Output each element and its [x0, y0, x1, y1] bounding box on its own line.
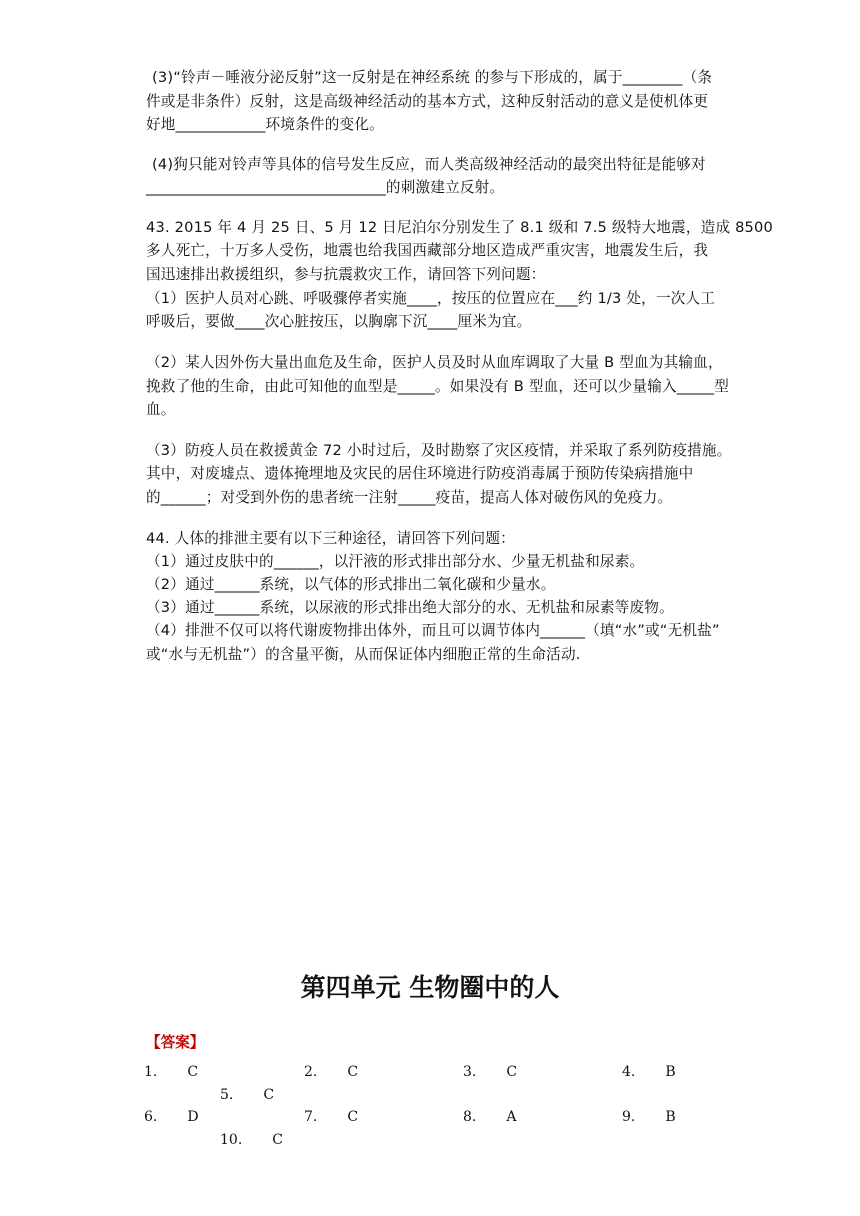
answer-value: C	[263, 1087, 275, 1103]
q43-part1-line1: （1）医护人员对心跳、呼吸骤停者实施____，按压的位置应在___约 1/3 处，一次人工	[146, 290, 716, 307]
q44-part4-line2: 或“水与无机盐”）的含量平衡，从而保证体内细胞正常的生命活动.	[146, 646, 581, 663]
answer-item	[463, 1062, 517, 1082]
answer-value: D	[187, 1109, 199, 1125]
answer-number: 1.	[144, 1064, 158, 1080]
answer-value: C	[187, 1064, 199, 1080]
q42-part3-line2: 件或是非条件）反射，这是高级神经活动的基本方式，这种反射活动的意义是使机体更	[146, 93, 709, 110]
answer-value: B	[665, 1064, 676, 1080]
answer-number: 10.	[220, 1132, 243, 1148]
answer-item	[220, 1085, 274, 1105]
q42-part4-line2: ________________________________的刺激建立反射。	[146, 179, 505, 196]
q43-part3-line1: （3）防疫人员在救援黄金 72 小时过后，及时勘察了灾区疫情，并采取了系列防疫措施。	[146, 442, 732, 459]
q42-part4-line1: (4)狗只能对铃声等具体的信号发生反应，而人类高级神经活动的最突出特征是能够对	[152, 156, 706, 173]
answer-item	[144, 1062, 198, 1082]
q44-part4-line1: （4）排泄不仅可以将代谢废物排出体外，而且可以调节体内______（填“水”或“无机盐”	[146, 622, 720, 639]
answer-number: 8.	[463, 1109, 477, 1125]
answer-number: 5.	[220, 1087, 234, 1103]
q44-part2: （2）通过______系统，以气体的形式排出二氧化碳和少量水。	[146, 576, 556, 593]
q43-part2-line1: （2）某人因外伤大量出血危及生命，医护人员及时从血库调取了大量 B 型血为其输血，	[146, 354, 723, 371]
answer-item	[622, 1107, 676, 1127]
answer-value: A	[506, 1109, 517, 1125]
q43-part2-line2: 挽救了他的生命，由此可知他的血型是_____。如果没有 B 型血，还可以少量输入_____型	[146, 378, 730, 395]
answer-number: 6.	[144, 1109, 158, 1125]
answer-number: 9.	[622, 1109, 636, 1125]
answer-tag: 【答案】	[146, 1034, 205, 1051]
answer-number: 3.	[463, 1064, 477, 1080]
answer-value: C	[347, 1109, 359, 1125]
q42-part3-line1: (3)“铃声－唾液分泌反射”这一反射是在神经系统 的参与下形成的，属于________（条	[152, 69, 713, 86]
q43-part1-line2: 呼吸后，要做____次心脏按压，以胸廓下沉____厘米为宜。	[146, 313, 532, 330]
answer-item	[304, 1107, 358, 1127]
answer-item	[304, 1062, 358, 1082]
q44-stem: 44. 人体的排泄主要有以下三种途径，请回答下列问题：	[146, 530, 515, 547]
q43-part3-line2: 其中，对废墟点、遗体掩埋地及灾民的居住环境进行防疫消毒属于预防传染病措施中	[146, 465, 694, 482]
q43-part3-line3: 的______；对受到外伤的患者统一注射_____疫苗，提高人体对破伤风的免疫力。	[146, 489, 673, 506]
q43-stem-line1: 43. 2015 年 4 月 25 日、5 月 12 日尼泊尔分别发生了 8.1 级和 7.5 级特大地震，造成 8500	[146, 219, 774, 236]
answer-value: B	[665, 1109, 676, 1125]
answer-item	[144, 1107, 199, 1127]
answer-number: 2.	[304, 1064, 318, 1080]
answer-number: 4.	[622, 1064, 636, 1080]
q43-part2-line3: 血。	[146, 401, 176, 418]
answer-item	[220, 1130, 283, 1150]
unit-title: 第四单元 生物圈中的人	[300, 973, 560, 1002]
answer-item	[622, 1062, 676, 1082]
answer-value: C	[347, 1064, 359, 1080]
q43-stem-line3: 国迅速排出救援组织，参与抗震救灾工作，请回答下列问题：	[146, 266, 546, 283]
answer-value: C	[272, 1132, 283, 1148]
q44-part3: （3）通过______系统，以尿液的形式排出绝大部分的水、无机盐和尿素等废物。	[146, 599, 674, 616]
answer-value: C	[506, 1064, 518, 1080]
q43-stem-line2: 多人死亡，十万多人受伤，地震也给我国西藏部分地区造成严重灾害，地震发生后，我	[146, 242, 709, 259]
answer-item	[463, 1107, 516, 1127]
q44-part1: （1）通过皮肤中的______，以汗液的形式排出部分水、少量无机盐和尿素。	[146, 553, 645, 570]
q42-part3-line3: 好地____________环境条件的变化。	[146, 116, 384, 133]
answer-number: 7.	[304, 1109, 318, 1125]
